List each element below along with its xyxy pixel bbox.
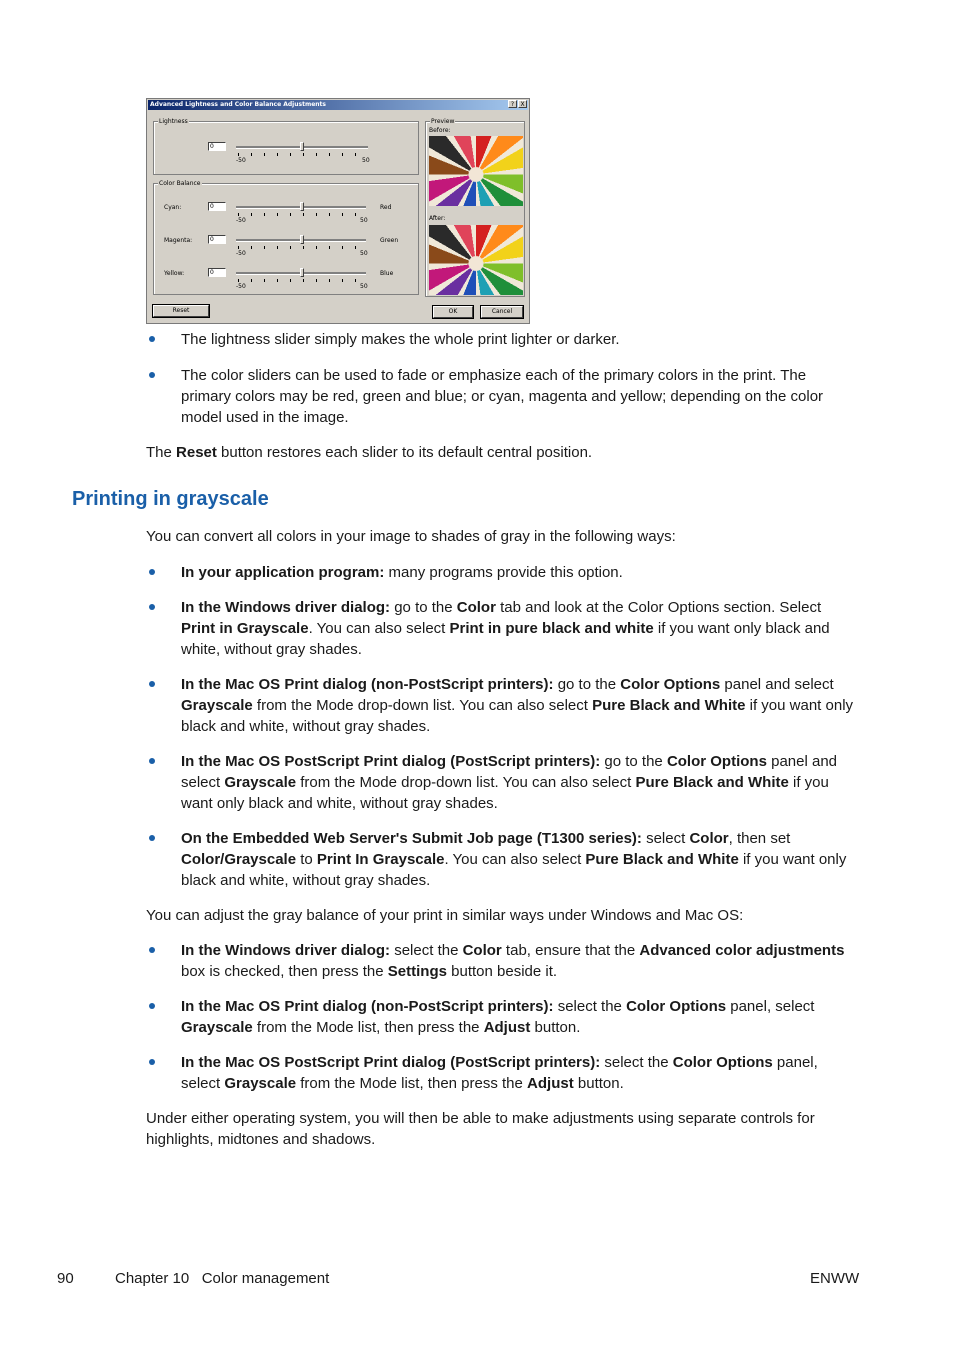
before-label: Before: (429, 127, 451, 134)
text-run: panel and select (181, 753, 838, 791)
lightness-max-label: 50 (362, 157, 370, 164)
bullet-icon (149, 947, 155, 953)
lightness-group-label: Lightness (159, 118, 188, 125)
lightness-group (153, 118, 419, 175)
closing-paragraph: Under either operating system, you will then be able to make adjustments using separate controls for highlights, midtones and shadows. (146, 1110, 815, 1148)
text-run: button. (573, 1075, 624, 1092)
bold-run: In the Mac OS Print dialog (non-PostScript printers): (181, 998, 554, 1015)
blue-label: Blue (380, 270, 394, 277)
reset-text-post: button restores each slider to its default central position. (216, 444, 593, 461)
bullet-text (181, 1052, 859, 1094)
text-run: if you want only black and white, without gray shades. (181, 620, 830, 658)
text-run: if you want only black and white, without gray shades. (181, 697, 854, 735)
magenta-max-label: 50 (360, 250, 368, 257)
cyan-ticks (238, 213, 366, 216)
bold-run: Color Options (626, 998, 727, 1015)
text-run: tab and look at the Color Options section. Select (495, 599, 822, 616)
yellow-slider-thumb[interactable] (300, 268, 304, 277)
bold-run: Pure Black and White (592, 697, 746, 714)
text-run: select the (553, 998, 627, 1015)
footer-right: ENWW (810, 1270, 860, 1287)
bold-run: In the Windows driver dialog: (181, 942, 391, 959)
color-balance-group-label: Color Balance (159, 180, 201, 187)
bold-run: Print in pure black and white (449, 620, 654, 637)
bullet-text: The lightness slider simply makes the whole print lighter or darker. (181, 331, 620, 348)
text-run: box is checked, then press the (181, 963, 388, 980)
ok-button[interactable]: OK (433, 306, 473, 318)
text-run: panel, select (181, 1054, 818, 1092)
bold-run: Color (456, 599, 496, 616)
red-label: Red (380, 204, 392, 211)
preview-group-label: Preview (431, 118, 455, 125)
yellow-field[interactable]: 0 (208, 268, 226, 277)
yellow-label: Yellow: (164, 270, 185, 277)
lightness-min-label: -50 (236, 157, 246, 164)
text-run: go to the (553, 676, 621, 693)
text-run: select the (600, 1054, 673, 1071)
magenta-label: Magenta: (164, 237, 193, 244)
bullet-icon (149, 372, 155, 378)
color-balance-group (153, 180, 419, 295)
bullet-text (181, 674, 859, 737)
lightness-field[interactable]: 0 (208, 142, 226, 151)
bold-run: Pure Black and White (635, 774, 789, 791)
bold-run: Print in Grayscale (181, 620, 309, 637)
cyan-min-label: -50 (236, 217, 246, 224)
bold-run: Color Options (666, 753, 767, 770)
intro-paragraph: You can convert all colors in your image to shades of gray in the following ways: (146, 528, 676, 545)
bullet-icon (149, 758, 155, 764)
page-number: 90 (57, 1270, 74, 1287)
lightness-ticks (238, 153, 368, 156)
bold-run: In the Mac OS PostScript Print dialog (PostScript printers): (181, 1054, 601, 1071)
bullet-text (181, 562, 859, 583)
magenta-slider-thumb[interactable] (300, 235, 304, 244)
bold-run: Grayscale (181, 697, 253, 714)
bullet-icon (149, 604, 155, 610)
reset-text-bold: Reset (176, 444, 217, 461)
bold-run: Adjust (527, 1075, 574, 1092)
text-run: . You can also select (444, 851, 586, 868)
text-run: from the Mode list, then press the (252, 1019, 484, 1036)
bold-run: In your application program: (181, 564, 385, 581)
chapter-title: Chapter 10 Color management (115, 1270, 330, 1287)
help-button[interactable]: ? (508, 100, 517, 108)
bold-run: On the Embedded Web Server's Submit Job page (T1300 series): (181, 830, 642, 847)
bold-run: In the Mac OS Print dialog (non-PostScript printers): (181, 676, 554, 693)
text-run: go to the (390, 599, 457, 616)
text-run: select (641, 830, 690, 847)
bold-run: Color Options (620, 676, 721, 693)
gray-balance-intro: You can adjust the gray balance of your print in similar ways under Windows and Mac OS: (146, 907, 744, 924)
lightness-slider-thumb[interactable] (300, 142, 304, 151)
bullet-icon (149, 1003, 155, 1009)
magenta-field[interactable]: 0 (208, 235, 226, 244)
bold-run: Color/Grayscale (181, 851, 297, 868)
close-button[interactable]: X (518, 100, 527, 108)
bullet-icon (149, 835, 155, 841)
bullet-icon (149, 681, 155, 687)
bullet-text: The color sliders can be used to fade or emphasize each of the primary colors in the print. The primary colors may be red, green and blue; or cyan, magenta and yellow; depending on the color model used in the image. (181, 367, 824, 426)
text-run: , then set (728, 830, 791, 847)
bold-run: Pure Black and White (585, 851, 739, 868)
bullet-icon (149, 1059, 155, 1065)
bold-run: Advanced color adjustments (639, 942, 845, 959)
cyan-max-label: 50 (360, 217, 368, 224)
bold-run: Grayscale (181, 1019, 253, 1036)
text-run: if you want only black and white, without gray shades. (181, 851, 847, 889)
reset-paragraph (146, 442, 858, 463)
color-adjust-dialog-screenshot (146, 98, 530, 324)
preview-group (425, 118, 525, 297)
magenta-ticks (238, 246, 366, 249)
yellow-ticks (238, 279, 366, 282)
before-preview-image (429, 136, 523, 206)
text-run: many programs provide this option. (384, 564, 623, 581)
bullet-text (181, 751, 859, 814)
cyan-slider-thumb[interactable] (300, 202, 304, 211)
text-run: from the Mode drop-down list. You can also select (296, 774, 636, 791)
bullet-icon (149, 336, 155, 342)
bold-run: Print In Grayscale (316, 851, 445, 868)
text-run: . You can also select (308, 620, 450, 637)
cyan-field[interactable]: 0 (208, 202, 226, 211)
yellow-max-label: 50 (360, 283, 368, 290)
cancel-button[interactable]: Cancel (481, 306, 523, 318)
bullet-text (181, 940, 859, 982)
reset-button[interactable]: Reset (153, 305, 209, 317)
magenta-min-label: -50 (236, 250, 246, 257)
text-run: tab, ensure that the (501, 942, 640, 959)
reset-text-pre: The (146, 444, 177, 461)
text-run: go to the (600, 753, 667, 770)
after-preview-image (429, 225, 523, 295)
bold-run: Color Options (672, 1054, 773, 1071)
bold-run: In the Mac OS PostScript Print dialog (PostScript printers): (181, 753, 601, 770)
text-run: if you want only black and white, without gray shades. (181, 774, 829, 812)
dialog-title: Advanced Lightness and Color Balance Adjustments (148, 100, 528, 110)
bold-run: Grayscale (224, 1075, 297, 1092)
text-run: from the Mode list, then press the (296, 1075, 528, 1092)
bold-run: In the Windows driver dialog: (181, 599, 391, 616)
section-heading: Printing in grayscale (72, 488, 269, 510)
text-run: panel and select (720, 676, 834, 693)
yellow-min-label: -50 (236, 283, 246, 290)
bullet-icon (149, 569, 155, 575)
cyan-label: Cyan: (164, 204, 182, 211)
bold-run: Color (462, 942, 502, 959)
text-run: button beside it. (446, 963, 558, 980)
text-run: select the (390, 942, 463, 959)
green-label: Green (380, 237, 399, 244)
bold-run: Settings (387, 963, 447, 980)
bold-run: Grayscale (224, 774, 297, 791)
bullet-text (181, 828, 859, 891)
text-run: to (296, 851, 317, 868)
text-run: panel, select (726, 998, 815, 1015)
text-run: from the Mode drop-down list. You can also select (252, 697, 593, 714)
bold-run: Color (689, 830, 729, 847)
text-run: button. (530, 1019, 581, 1036)
bold-run: Adjust (483, 1019, 531, 1036)
bullet-text (181, 597, 859, 660)
after-label: After: (429, 215, 446, 222)
bullet-text (181, 996, 859, 1038)
